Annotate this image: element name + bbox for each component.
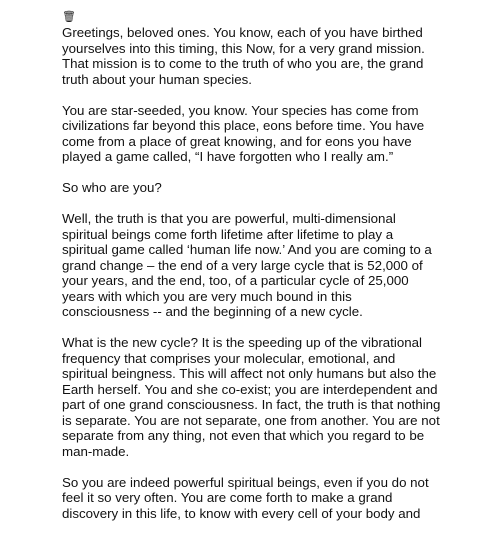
- paragraph-6: So you are indeed powerful spiritual beings, even if you do not feel it so very often. You are come forth to make a grand discovery in this life, to know with every cell of your body and: [62, 474, 429, 521]
- trash-icon: 🗑: [62, 10, 76, 23]
- paragraph-1: Greetings, beloved ones. You know, each of you have birthed yourselves into this timing, this Now, for a very grand mission. That mission is to come to the truth of who you are, the grand truth about your human species.: [62, 25, 425, 87]
- document-page: [62, 10, 498, 537]
- paragraph-4: Well, the truth is that you are powerful, multi-dimensional spiritual beings come forth lifetime after lifetime to play a spiritual game called ‘human life now.’ And you are coming to a grand change – the end of a very large cycle that is 52,000 of your years, and the end, too, of a particular cycle of 25,000 years with which you are very much bound in this consciousness -- and the beginning of a new cycle.: [62, 211, 432, 319]
- paragraph-2: You are star-seeded, you know. Your species has come from civilizations far beyond this place, eons before time. You have come from a place of great knowing, and for eons you have played a game called, “I have forgotten who I really am.”: [62, 102, 425, 164]
- paragraph-3: So who are you?: [62, 180, 162, 195]
- paragraph-5: What is the new cycle? It is the speeding up of the vibrational frequency that comprises your molecular, emotional, and spiritual beingness. This will affect not only humans but also the Earth herself. You and she co-exist; you are interdependent and part of one grand consciousness. In fact, the truth is that nothing is separate. You are not separate, one from another. You are not separate from any thing, not even that which you regard to be man-made.: [62, 335, 441, 459]
